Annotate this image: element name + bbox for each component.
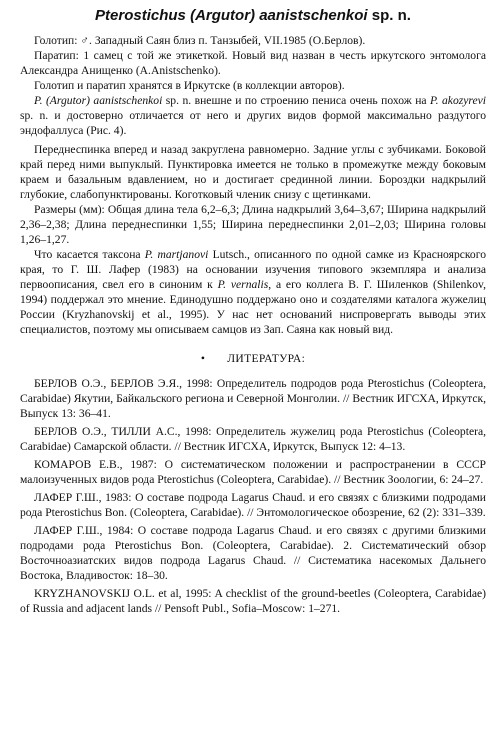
reference-item: БЕРЛОВ О.Э., БЕРЛОВ Э.Я., 1998: Определитель подродов рода Pterostichus (Coleoptera, Carabidae) Якутии, Байкальского региона и Северной Монголии. // Вестник ИГСХА, Иркутск, Выпуск 13: 36–41. (20, 377, 486, 420)
reference-item: ЛАФЕР Г.Ш., 1983: О составе подрода Lagarus Chaud. и его связях с близкими подродами рода Pterostichus Bon. (Coleoptera, Carabidae). // Энтомологическое обозрение, 62 (2): 331–339. (20, 491, 486, 519)
reference-list (20, 376, 486, 616)
pronotum-paragraph: Переднеспинка вперед и назад закруглена равномерно. Задние углы с зубчиками. Боковой край перед ними выпуклый. Пунктировка имеется не только в промежутке между боковым краем и базальным вдавлением, но и достигает срединной линии. Бороздки надкрылий глубокие, слабопунктированы. Коготковый членик снизу с щетинками. (20, 143, 486, 201)
taxon-text-a: Что касается таксона (34, 248, 145, 261)
diagnosis-species-2: P. akozyrevi (430, 94, 486, 107)
literature-title: ЛИТЕРАТУРА: (227, 352, 306, 365)
sizes-paragraph: Размеры (мм): Общая длина тела 6,2–6,3; Длина надкрылий 3,64–3,67; Ширина надкрылий 2,36–2,38; Длина переднеспинки 1,55; Ширина переднеспинки 2,01–2,03; Ширина головы 1,26–1,27. (20, 203, 486, 246)
holotype-paragraph: Голотип: ♂. Западный Саян близ п. Танзыбей, VII.1985 (О.Берлов). (34, 34, 366, 47)
reference-item: KRYZHANOVSKIJ O.L. et al, 1995: A checklist of the ground-beetles (Coleoptera, Carabidae) of Russia and adjacent lands // Pensoft Publ., Sofia–Moscow: 1–271. (20, 587, 486, 615)
reference-item: БЕРЛОВ О.Э., ТИЛЛИ А.С., 1998: Определитель жужелиц рода Pterostichus (Coleoptera, Carabidae) Самарской области. // Вестник ИГСХА, Иркутск, Выпуск 12: 4–13. (20, 425, 486, 453)
taxon-species-2: P. vernalis (217, 278, 269, 291)
taxon-species-1: P. martjanovi (144, 248, 209, 261)
paratype-paragraph: Паратип: 1 самец с той же этикеткой. Новый вид назван в честь иркутского энтомолога Александра Анищенко (A.Anistschenko). (20, 49, 486, 77)
diagnosis-text-mid: sp. n. внешне и по строению пениса очень похож на (162, 94, 431, 107)
taxon-text-b: Lutsch., описанного по одной самке из Красноярского края, то Г. Ш. Лафер (1983) на основании изучения типового экземпляра и анализа первоописания, свел его в синоним к (20, 248, 486, 291)
reference-item: КОМАРОВ Е.В., 1987: О систематическом положении и распространении в СССР малоизученных видов рода Pterostichus (Coleoptera, Carabidae). // Вестник Зоологии, 6: 24–27. (20, 458, 486, 486)
species-title (20, 6, 486, 26)
taxon-paragraph (20, 247, 486, 337)
species-name: Pterostichus (Argutor) aanistschenkoi (95, 7, 368, 24)
diagnosis-species: P. (Argutor) aanistschenkoi (34, 94, 163, 107)
species-status: sp. n. (371, 7, 411, 24)
taxon-text-c: , а его коллега В. Г. Шиленков (Shilenkov, 1994) поддержал это мнение. Единодушно поддержано оно и создателями каталога жужелиц России (Kryzhanovskij et al., 1995). У нас нет оснований ниспровергать выводы этих специалистов, поэтому мы описываем самцов из Зап. Саяна как новый вид. (20, 278, 486, 336)
reference-item: ЛАФЕР Г.Ш., 1984: О составе подрода Lagarus Chaud. и его связях с другими близкими подродами рода Pterostichus Bon. (Coleoptera, Carabidae). 2. Систематический обзор Восточноазиатских видов подрода Lagarus Chaud. // Систематика насекомых Дальнего Востока, Владивосток: 18–30. (20, 524, 486, 582)
storage-paragraph: Голотип и паратип хранятся в Иркутске (в коллекции авторов). (34, 79, 345, 92)
diagnosis-paragraph (20, 93, 486, 138)
literature-heading (20, 351, 486, 366)
bullet-dot: • (200, 352, 206, 365)
diagnosis-text-end: sp. n. и достоверно отличается от него и других видов формой максимально раздутого эндофаллуса (Рис. 4). (20, 109, 486, 137)
